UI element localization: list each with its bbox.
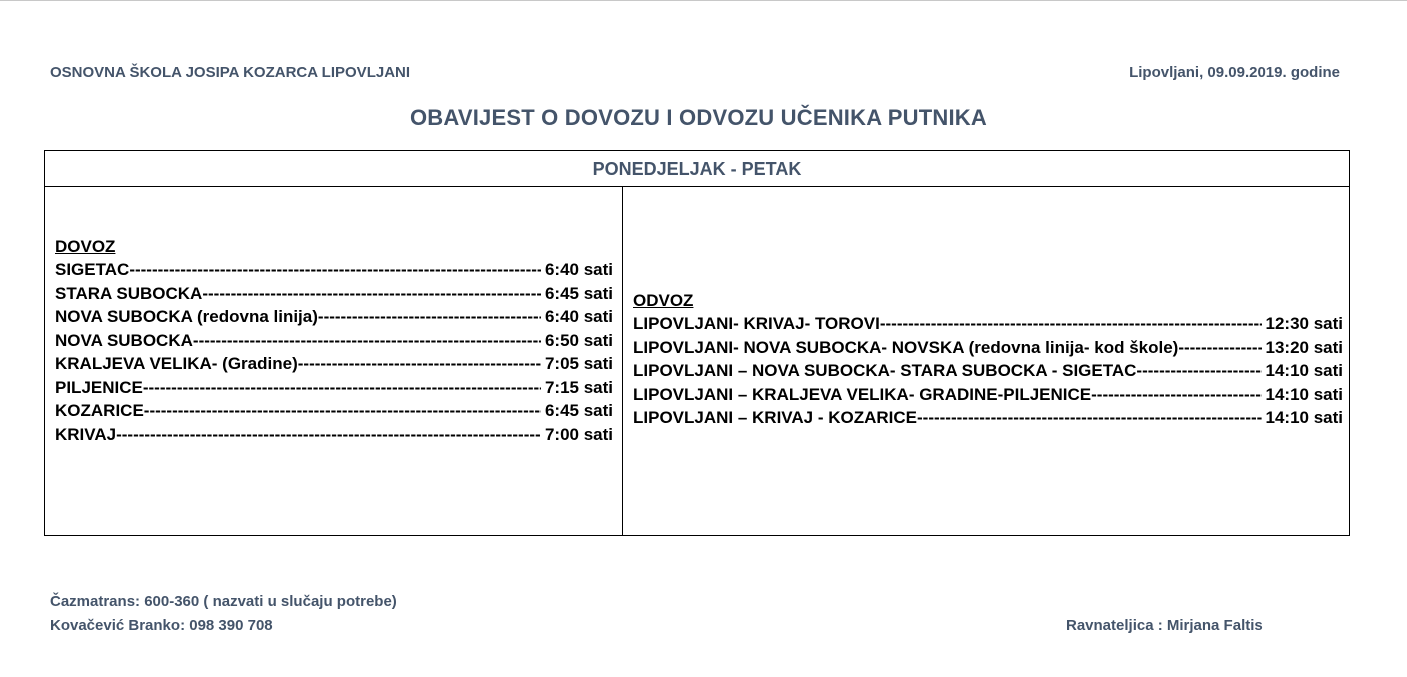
dovoz-title: DOVOZ <box>55 237 116 256</box>
dovoz-place: SIGETAC <box>55 260 130 279</box>
page-title: OBAVIJEST O DOVOZU I ODVOZU UČENIKA PUTNIKA <box>410 105 987 130</box>
odvoz-route: LIPOVLJANI – KRIVAJ - KOZARICE <box>633 408 917 427</box>
dovoz-place: KRALJEVA VELIKA- (Gradine) <box>55 354 298 373</box>
dovoz-time: 7:15 sati <box>544 377 613 397</box>
dovoz-row <box>55 423 613 447</box>
top-rule <box>0 0 1407 1</box>
dovoz-row <box>55 282 613 306</box>
dash-leader <box>1178 336 1261 360</box>
dash-leader <box>193 329 541 353</box>
odvoz-time: 12:30 sati <box>1265 314 1343 333</box>
odvoz-column <box>633 289 1343 430</box>
column-divider <box>622 187 623 536</box>
odvoz-row <box>633 359 1343 383</box>
odvoz-row <box>633 336 1343 360</box>
dovoz-place: STARA SUBOCKA <box>55 283 203 303</box>
odvoz-title: ODVOZ <box>633 291 694 310</box>
dovoz-time: 6:40 sati <box>544 307 613 326</box>
school-name: OSNOVNA ŠKOLA JOSIPA KOZARCA LIPOVLJANI <box>50 64 411 81</box>
dovoz-time: 7:00 sati <box>544 424 613 444</box>
odvoz-row <box>633 312 1343 336</box>
schedule-table <box>44 150 1350 536</box>
odvoz-route: LIPOVLJANI – NOVA SUBOCKA- STARA SUBOCKA - SIGETAC <box>633 361 1137 380</box>
dovoz-place: KOZARICE <box>55 401 144 420</box>
dash-leader <box>318 305 541 329</box>
contact-cazmatrans: Čazmatrans: 600-360 ( nazvati u slučaju potrebe) <box>50 593 397 610</box>
dovoz-column <box>55 235 613 446</box>
dovoz-row <box>55 329 613 353</box>
odvoz-time: 14:10 sati <box>1265 408 1343 427</box>
dash-leader <box>202 282 541 306</box>
contact-kovacevic: Kovačević Branko: 098 390 708 <box>50 617 273 634</box>
dovoz-row <box>55 376 613 400</box>
dash-leader <box>116 423 541 447</box>
dovoz-time: 6:45 sati <box>544 283 613 303</box>
dash-leader <box>880 312 1262 336</box>
dash-leader <box>144 399 541 423</box>
dovoz-time: 6:45 sati <box>544 401 613 420</box>
dovoz-row <box>55 399 613 423</box>
dovoz-place: PILJENICE <box>55 377 143 397</box>
dovoz-time: 7:05 sati <box>544 354 613 373</box>
dovoz-place: NOVA SUBOCKA (redovna linija) <box>55 307 318 326</box>
odvoz-time: 13:20 sati <box>1265 337 1343 357</box>
odvoz-route: LIPOVLJANI – KRALJEVA VELIKA- GRADINE-PILJENICE <box>633 384 1092 404</box>
dovoz-time: 6:50 sati <box>544 330 613 350</box>
document-date: Lipovljani, 09.09.2019. godine <box>1129 64 1340 81</box>
dash-leader <box>129 258 541 282</box>
principal-signature: Ravnateljica : Mirjana Faltis <box>1066 617 1263 634</box>
odvoz-route: LIPOVLJANI- NOVA SUBOCKA- NOVSKA (redovna linija- kod škole) <box>633 337 1179 357</box>
dash-leader <box>1091 383 1261 407</box>
days-header: PONEDJELJAK - PETAK <box>45 151 1349 187</box>
odvoz-time: 14:10 sati <box>1265 384 1343 404</box>
dovoz-place: KRIVAJ <box>55 424 117 444</box>
odvoz-row <box>633 383 1343 407</box>
dash-leader <box>143 376 541 400</box>
odvoz-route: LIPOVLJANI- KRIVAJ- TOROVI <box>633 314 880 333</box>
dovoz-row <box>55 352 613 376</box>
dovoz-time: 6:40 sati <box>544 260 613 279</box>
dovoz-row <box>55 258 613 282</box>
odvoz-time: 14:10 sati <box>1265 361 1343 380</box>
dash-leader <box>1136 359 1261 383</box>
dash-leader <box>298 352 541 376</box>
dash-leader <box>917 406 1262 430</box>
odvoz-row <box>633 406 1343 430</box>
dovoz-row <box>55 305 613 329</box>
dovoz-place: NOVA SUBOCKA <box>55 330 193 350</box>
